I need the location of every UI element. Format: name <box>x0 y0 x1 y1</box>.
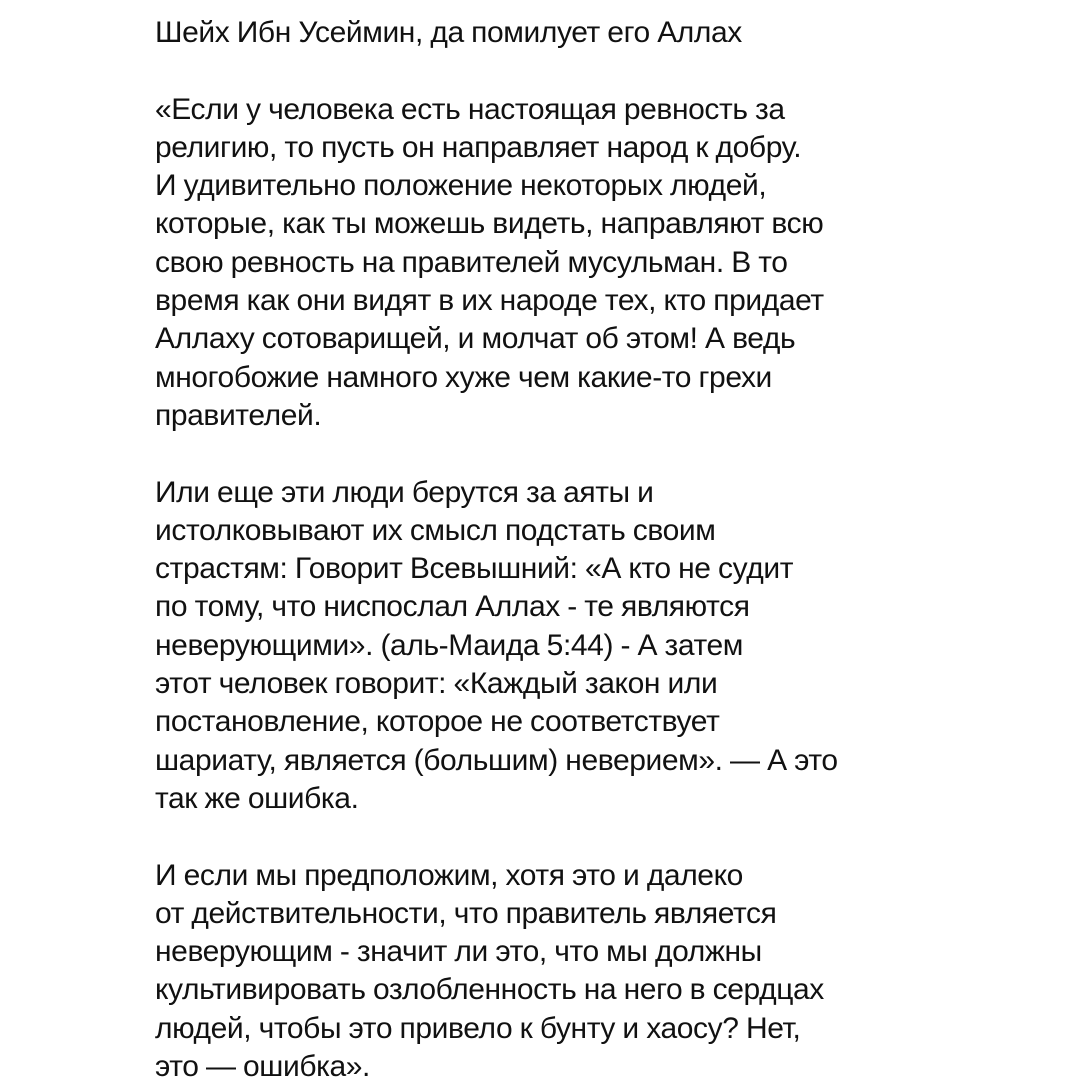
text-line: культивировать озлобленность на него в сердцах <box>155 973 824 1007</box>
text-line: страстям: Говорит Всевышний: «А кто не судит <box>155 552 794 586</box>
text-line: постановление, которое не соответствует <box>155 705 720 739</box>
text-line: Аллаху сотоварищей, и молчат об этом! А ведь <box>155 322 796 356</box>
quote-document <box>155 14 1055 1086</box>
text-line: по тому, что ниспослал Аллах - те являются <box>155 590 750 624</box>
spacer <box>155 52 1055 90</box>
paragraph-2 <box>155 474 1055 819</box>
text-line: неверующими». (аль-Маида 5:44) - А затем <box>155 628 744 662</box>
text-line: этот человек говорит: «Каждый закон или <box>155 667 718 701</box>
text-line: религию, то пусть он направляет народ к добру. <box>155 130 802 164</box>
text-line: шариату, является (большим) неверием». — А это <box>155 743 838 777</box>
text-line: И удивительно положение некоторых людей, <box>155 169 767 203</box>
text-line: свою ревность на правителей мусульман. В то <box>155 245 788 279</box>
spacer <box>155 818 1055 856</box>
text-line: правителей. <box>155 398 322 432</box>
spacer <box>155 435 1055 473</box>
text-line: Или еще эти люди берутся за аяты и <box>155 475 654 509</box>
text-line: истолковывают их смысл подстать своим <box>155 513 716 547</box>
paragraph-3 <box>155 857 1055 1086</box>
heading: Шейх Ибн Усеймин, да помилует его Аллах <box>155 16 742 49</box>
text-line: которые, как ты можешь видеть, направляют всю <box>155 207 824 241</box>
text-line: И если мы предположим, хотя это и далеко <box>155 858 743 892</box>
text-line: неверующим - значит ли это, что мы должны <box>155 935 762 969</box>
text-line: так же ошибка. <box>155 781 359 815</box>
text-line: многобожие намного хуже чем какие-то грехи <box>155 360 772 394</box>
text-line: это — ошибка». <box>155 1050 370 1084</box>
text-line: «Если у человека есть настоящая ревность за <box>155 92 785 126</box>
text-line: время как они видят в их народе тех, кто придает <box>155 284 824 318</box>
text-line: людей, чтобы это привело к бунту и хаосу? Нет, <box>155 1011 801 1045</box>
text-line: от действительности, что правитель является <box>155 896 777 930</box>
paragraph-1 <box>155 91 1055 436</box>
